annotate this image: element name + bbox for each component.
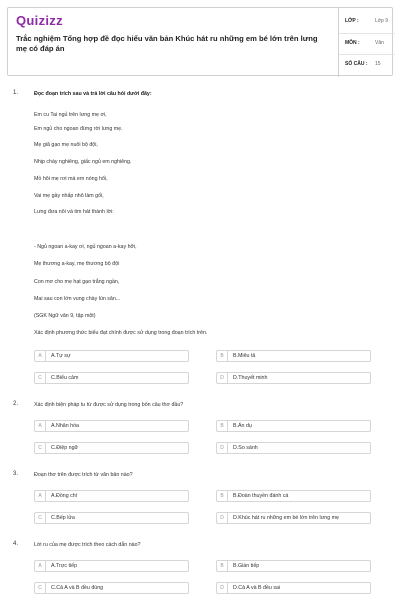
option-letter: D xyxy=(217,443,228,453)
passage-line: Mồ hôi mẹ rơi má em nóng hổi, xyxy=(34,176,108,182)
answer-option[interactable] xyxy=(34,420,189,432)
question-prompt: Đoạn thơ trên được trích từ văn bản nào? xyxy=(34,472,133,478)
option-letter: B xyxy=(217,561,228,571)
question-prompt: Xác định phương thức biểu đạt chính được sử dụng trong đoạn trích trên. xyxy=(34,330,208,336)
option-text: B.Miêu tả xyxy=(233,353,256,359)
answer-option[interactable] xyxy=(216,372,371,384)
answer-option[interactable] xyxy=(216,582,371,594)
quizizz-logo: Quizizz xyxy=(16,13,63,28)
option-text: C.Điệp ngữ xyxy=(51,445,79,451)
answer-option[interactable] xyxy=(34,512,189,524)
answer-option[interactable] xyxy=(34,350,189,362)
option-letter: A xyxy=(35,491,46,501)
worksheet-header xyxy=(7,7,393,76)
option-text: A.Tự sự xyxy=(51,353,71,359)
passage-source: (SGK Ngữ văn 9, tập một) xyxy=(34,313,96,319)
answer-option[interactable] xyxy=(34,582,189,594)
option-letter: D xyxy=(217,373,228,383)
option-letter: A xyxy=(35,421,46,431)
answer-option[interactable] xyxy=(34,560,189,572)
worksheet-title: Trắc nghiệm Tổng hợp đề đọc hiểu văn bản Khúc hát ru những em bé lớn trên lưng mẹ có đáp án xyxy=(16,34,318,53)
meta-count xyxy=(339,55,395,75)
option-letter: D xyxy=(217,583,228,593)
option-text: C.Bếp lửa xyxy=(51,515,75,521)
option-letter: B xyxy=(217,491,228,501)
answer-option[interactable] xyxy=(216,512,371,524)
question-prompt: Lời ru của mẹ được trích theo cách dẫn nào? xyxy=(34,542,141,548)
answer-option[interactable] xyxy=(34,490,189,502)
question-number: 1. xyxy=(13,90,19,96)
option-letter: C xyxy=(35,583,46,593)
option-letter: B xyxy=(217,421,228,431)
option-letter: A xyxy=(35,561,46,571)
answer-option[interactable] xyxy=(216,560,371,572)
answer-option[interactable] xyxy=(216,420,371,432)
passage-line: Con mơ cho mẹ hạt gạo trắng ngần, xyxy=(34,279,120,285)
passage-line: Mai sau con lớn vung chày lún sân... xyxy=(34,296,121,302)
meta-label: LỚP : xyxy=(345,18,359,24)
answer-option[interactable] xyxy=(216,442,371,454)
passage-line: Lưng đưa nôi và tim hát thành lời: xyxy=(34,209,114,215)
meta-value: Văn xyxy=(375,40,384,46)
option-text: C.Biểu cảm xyxy=(51,375,79,381)
passage-line: Em cu Tai ngủ trên lưng mẹ ơi, xyxy=(34,112,107,118)
option-text: B.Gián tiếp xyxy=(233,563,260,569)
meta-value: Lớp 9 xyxy=(375,18,389,24)
option-text: C.Cả A và B đều đúng xyxy=(51,585,104,591)
answer-option[interactable] xyxy=(216,490,371,502)
option-letter: C xyxy=(35,373,46,383)
option-letter: A xyxy=(35,351,46,361)
option-text: D.Khúc hát ru những em bé lớn trên lưng mẹ xyxy=(233,515,339,521)
meta-grade xyxy=(339,12,395,32)
option-letter: C xyxy=(35,513,46,523)
option-text: B.Đoàn thuyền đánh cá xyxy=(233,493,289,499)
option-letter: C xyxy=(35,443,46,453)
option-text: D.Cả A và B đều sai xyxy=(233,585,281,591)
question-number: 2. xyxy=(13,401,19,407)
option-text: D.Thuyết minh xyxy=(233,375,268,381)
question-number: 3. xyxy=(13,471,19,477)
passage-line: Vai mẹ gầy nhấp nhô làm gối, xyxy=(34,193,104,199)
passage-line: Mẹ thương a-kay, mẹ thương bộ đội xyxy=(34,261,120,267)
passage-line: Nhịp chày nghiêng, giấc ngủ em nghiêng. xyxy=(34,159,132,165)
question-text: Đọc đoạn trích sau và trả lời câu hỏi dưới đây: xyxy=(34,91,152,97)
meta-value: 15 xyxy=(375,61,381,67)
option-text: B.Ẩn dụ xyxy=(233,423,252,429)
answer-option[interactable] xyxy=(216,350,371,362)
meta-label: MÔN : xyxy=(345,40,360,46)
answer-option[interactable] xyxy=(34,372,189,384)
option-letter: B xyxy=(217,351,228,361)
meta-subject xyxy=(339,34,395,54)
passage-line: Mẹ giã gạo mẹ nuôi bộ đội, xyxy=(34,142,98,148)
passage-line: Em ngủ cho ngoan đừng rời lưng mẹ. xyxy=(34,126,123,132)
option-letter: D xyxy=(217,513,228,523)
question-number: 4. xyxy=(13,541,19,547)
option-text: A.Trực tiếp xyxy=(51,563,78,569)
option-text: A.Nhân hóa xyxy=(51,423,79,429)
meta-panel xyxy=(338,8,394,77)
option-text: D.So sánh xyxy=(233,445,258,451)
passage-line: - Ngủ ngoan a-kay ơi, ngủ ngoan a-kay hỡi, xyxy=(34,244,137,250)
meta-label: SỐ CÂU : xyxy=(345,61,368,67)
option-text: A.Đồng chí xyxy=(51,493,78,499)
answer-option[interactable] xyxy=(34,442,189,454)
question-prompt: Xác định biện pháp tu từ được sử dụng trong bốn câu thơ đầu? xyxy=(34,402,184,408)
